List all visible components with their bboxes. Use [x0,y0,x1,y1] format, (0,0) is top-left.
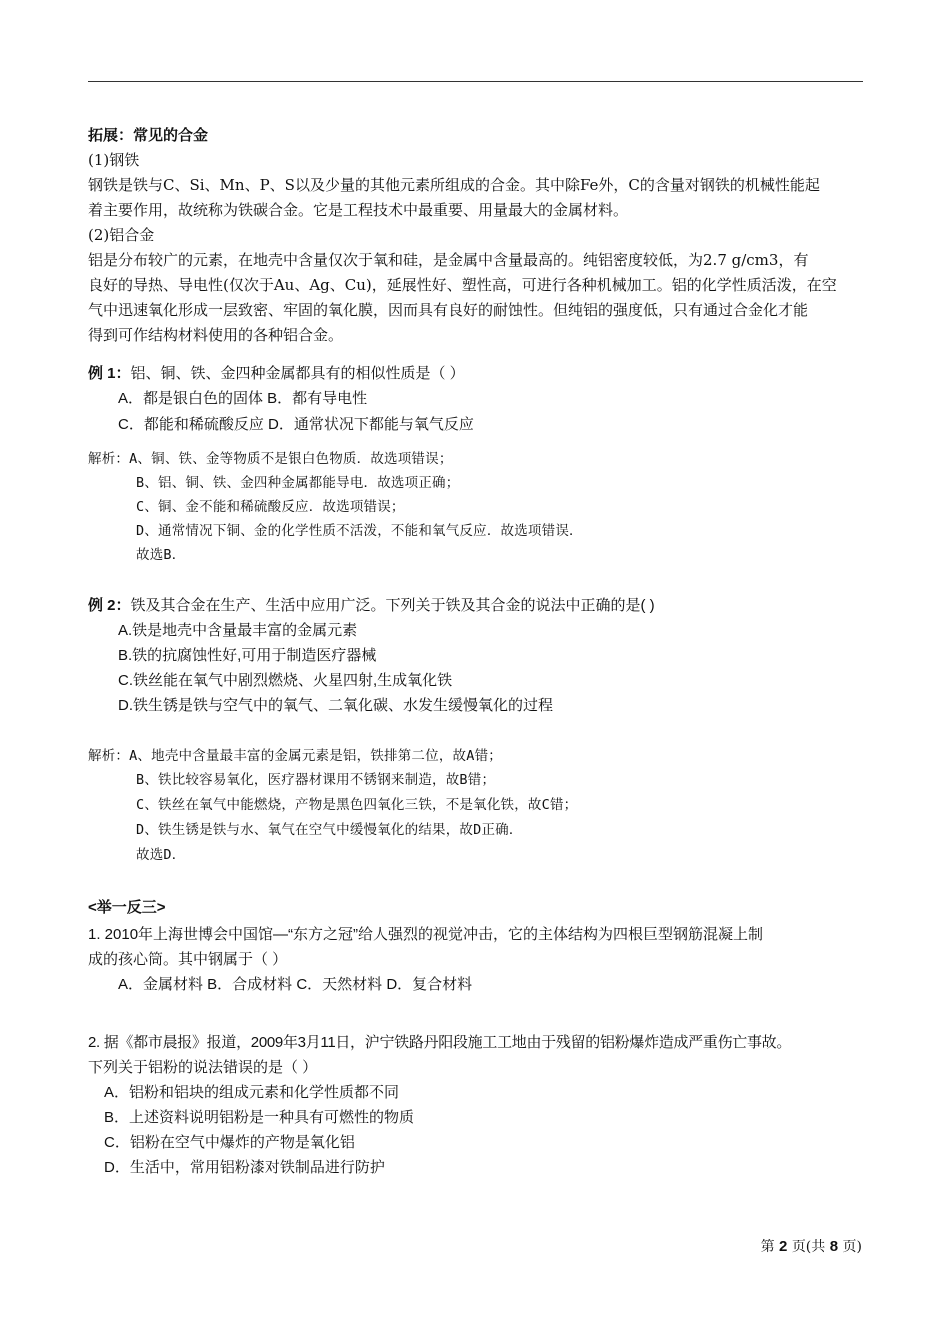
practice-heading: <举一反三> [88,899,166,916]
example-1-analysis-line: D、通常情况下铜、金的化学性质不活泼，不能和氧气反应．故选项错误． [136,523,583,539]
practice-q1-line: 1. 2010年上海世博会中国馆—“东方之冠”给人强烈的视觉冲击，它的主体结构为四根巨型钢筋混凝上制 [88,926,764,943]
steel-heading: (1)钢铁 [88,151,140,169]
analysis-label: 解析： [88,748,130,764]
example-2-option: D.铁生锈是铁与空气中的氧气、二氧化碳、水发生缓慢氧化的过程 [118,697,554,714]
example-2-option: C.铁丝能在氧气中剧烈燃烧、火星四射,生成氧化铁 [118,672,453,689]
example-2-analysis-line: B、铁比较容易氧化，医疗器材课用不锈钢来制造，故B错； [136,772,496,788]
al-heading: (2)铝合金 [88,226,155,244]
example-1-conclusion: 故选B． [136,547,186,563]
example-1-analysis-line: 解析：A、铜、铁、金等物质不是银白色物质．故选项错误； [88,451,453,467]
example-1-text: 铝、铜、铁、金四种金属都具有的相似性质是（ ） [130,365,465,382]
example-1-options-cd: C．都能和稀硫酸反应 D．通常状况下都能与氧气反应 [118,416,474,433]
section-title: 拓展：常见的合金 [88,127,209,144]
practice-q2-line: 下列关于铝粉的说法错误的是（ ） [88,1059,318,1076]
al-paragraph-line: 得到可作结构材料使用的各种铝合金。 [88,326,344,344]
example-2-conclusion: 故选D． [136,847,186,863]
example-2-text: 铁及其合金在生产、生活中应用广泛。下列关于铁及其合金的说法中正确的是( ) [130,597,655,614]
al-paragraph-line: 气中迅速氧化形成一层致密、牢固的氧化膜，因而具有良好的耐蚀性。但纯铝的强度低，只有通过合金化才能 [88,301,809,319]
practice-q1-line: 成的孩心筒。其中钢属于（ ） [88,951,288,968]
example-2-option: A.铁是地壳中含量最丰富的金属元素 [118,622,358,639]
practice-q1-options: A．金属材料 B．合成材料 C．天然材料 D．复合材料 [118,976,473,993]
example-1-analysis-line: C、铜、金不能和稀硫酸反应．故选项错误； [136,499,405,515]
example-1-question [88,361,863,386]
steel-paragraph-line: 钢铁是铁与C、Si、Mn、P、S以及少量的其他元素所组成的合金。其中除Fe外，C的含量对钢铁的机械性能起 [88,176,820,194]
example-2-question [88,593,863,618]
example-2-label: 例 2： [88,597,131,614]
practice-q2-line: 2. 据《都市晨报》报道，2009年3月11日，沪宁铁路丹阳段施工工地由于残留的铝粉爆炸造成严重伤亡事故。 [88,1034,792,1051]
page-number: 2 [779,1238,788,1255]
page-total: 8 [829,1238,839,1255]
analysis-label: 解析： [88,451,130,467]
practice-q2-option: D．生活中，常用铝粉漆对铁制品进行防护 [104,1159,385,1176]
example-1-options-ab: A．都是银白色的固体 B．都有导电性 [118,390,368,407]
al-paragraph-line: 良好的导热、导电性(仅次于Au、Ag、Cu)，延展性好、塑性高，可进行各种机械加工。铝的化学性质活泼，在空 [88,276,837,294]
header-rule [88,81,863,82]
practice-q2-option: B．上述资料说明铝粉是一种具有可燃性的物质 [104,1109,415,1126]
example-1-analysis-line: B、铝、铜、铁、金四种金属都能导电．故选项正确； [136,475,460,491]
al-paragraph-line: 铝是分布较广的元素，在地壳中含量仅次于氧和硅，是金属中含量最高的。纯铝密度较低，为2.7 g/cm3，有 [88,251,809,269]
practice-q2-option: C．铝粉在空气中爆炸的产物是氧化铝 [104,1134,355,1151]
example-1-label: 例 1： [88,365,131,382]
example-2-option: B.铁的抗腐蚀性好,可用于制造医疗器械 [118,647,377,664]
example-2-analysis-line: 解析：A、地壳中含量最丰富的金属元素是铝，铁排第二位，故A错； [88,748,502,764]
example-2-analysis-line: D、铁生锈是铁与水、氧气在空气中缓慢氧化的结果，故D正确． [136,822,523,838]
example-2-analysis-line: C、铁丝在氧气中能燃烧，产物是黑色四氧化三铁，不是氧化铁，故C错； [136,797,578,813]
steel-paragraph-line: 着主要作用，故统称为铁碳合金。它是工程技术中最重要、用量最大的金属材料。 [88,201,629,219]
practice-q2-option: A．铝粉和铝块的组成元素和化学性质都不同 [104,1084,400,1101]
page-footer: 第 2 页(共 8 页) [760,1238,862,1255]
